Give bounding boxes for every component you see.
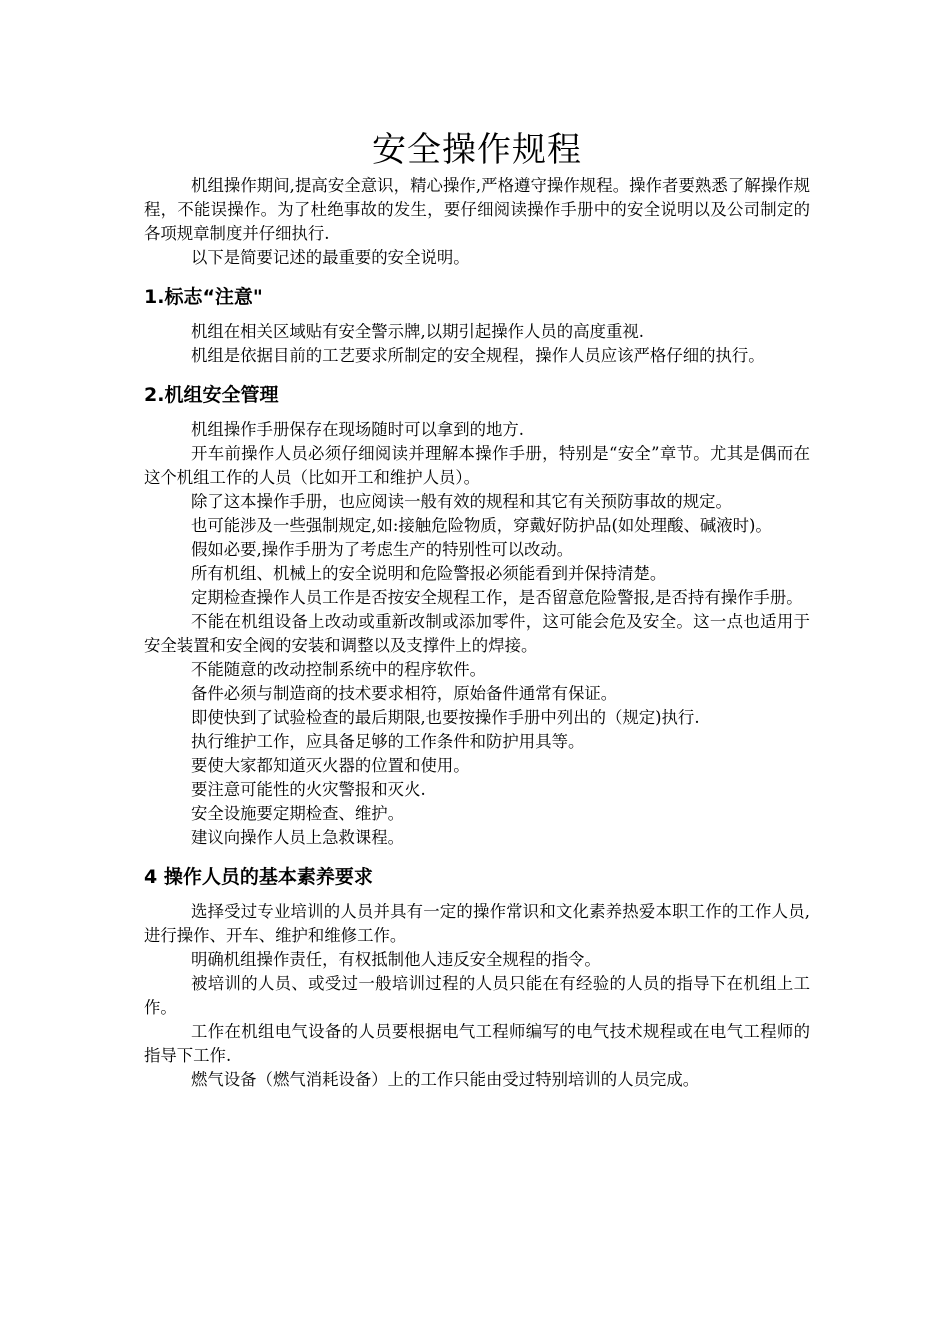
section-paragraph: 不能随意的改动控制系统中的程序软件。 bbox=[191, 660, 487, 679]
section-paragraph: 被培训的人员、或受过一般培训过程的人员只能在有经验的人员的指导下在机组上工作。 bbox=[144, 974, 810, 1017]
section-sign-notice bbox=[144, 284, 810, 368]
section-paragraph: 要注意可能性的火灾警报和灭火. bbox=[191, 780, 426, 799]
document-body bbox=[144, 128, 810, 1092]
section-paragraph: 即使快到了试验检查的最后期限,也要按操作手册中列出的（规定)执行. bbox=[191, 708, 700, 727]
intro-section bbox=[144, 174, 810, 270]
document-title: 安全操作规程 bbox=[372, 130, 582, 170]
section-paragraph: 备件必须与制造商的技术要求相符，原始备件通常有保证。 bbox=[191, 684, 618, 703]
section-paragraph: 所有机组、机械上的安全说明和危险警报必须能看到并保持清楚。 bbox=[191, 564, 667, 583]
section-heading: 2.机组安全管理 bbox=[144, 384, 279, 406]
section-paragraph: 机组操作手册保存在现场随时可以拿到的地方. bbox=[191, 420, 525, 439]
section-paragraph: 工作在机组电气设备的人员要根据电气工程师编写的电气技术规程或在电气工程师的指导下工作. bbox=[144, 1022, 810, 1065]
section-paragraph: 除了这本操作手册，也应阅读一般有效的规程和其它有关预防事故的规定。 bbox=[191, 492, 732, 511]
section-paragraph: 机组是依据目前的工艺要求所制定的安全规程，操作人员应该严格仔细的执行。 bbox=[191, 346, 765, 365]
intro-paragraph: 以下是简要记述的最重要的安全说明。 bbox=[191, 248, 470, 267]
section-heading: 4 操作人员的基本素养要求 bbox=[144, 866, 373, 888]
section-paragraph: 建议向操作人员上急救课程。 bbox=[191, 828, 405, 847]
section-paragraph: 假如必要,操作手册为了考虑生产的特别性可以改动。 bbox=[191, 540, 574, 559]
section-paragraph: 安全设施要定期检查、维护。 bbox=[191, 804, 405, 823]
section-paragraph: 执行维护工作，应具备足够的工作条件和防护用具等。 bbox=[191, 732, 585, 751]
section-paragraph: 选择受过专业培训的人员并具有一定的操作常识和文化素养热爱本职工作的工作人员,进行操作、开车、维护和维修工作。 bbox=[144, 902, 810, 945]
section-operator-requirements bbox=[144, 864, 810, 1092]
section-paragraph: 机组在相关区域贴有安全警示牌,以期引起操作人员的高度重视. bbox=[191, 322, 644, 341]
section-unit-safety-management bbox=[144, 382, 810, 850]
section-paragraph: 明确机组操作责任，有权抵制他人违反安全规程的指令。 bbox=[191, 950, 601, 969]
section-paragraph: 也可能涉及一些强制规定,如:接触危险物质，穿戴好防护品(如处理酸、碱液时)。 bbox=[191, 516, 772, 535]
section-paragraph: 定期检查操作人员工作是否按安全规程工作，是否留意危险警报,是否持有操作手册。 bbox=[191, 588, 803, 607]
section-paragraph: 燃气设备（燃气消耗设备）上的工作只能由受过特别培训的人员完成。 bbox=[191, 1070, 700, 1089]
section-paragraph: 不能在机组设备上改动或重新改制或添加零件，这可能会危及安全。这一点也适用于安全装置和安全阀的安装和调整以及支撑件上的焊接。 bbox=[144, 612, 810, 655]
section-paragraph: 要使大家都知道灭火器的位置和使用。 bbox=[191, 756, 470, 775]
section-heading: 1.标志“注意" bbox=[144, 286, 263, 308]
section-paragraph: 开车前操作人员必须仔细阅读并理解本操作手册，特别是“安全”章节。尤其是偶而在这个机组工作的人员（比如开工和维护人员）。 bbox=[144, 444, 810, 487]
intro-paragraph: 机组操作期间,提高安全意识，精心操作,严格遵守操作规程。操作者要熟悉了解操作规程，不能误操作。为了杜绝事故的发生，要仔细阅读操作手册中的安全说明以及公司制定的各项规章制度并仔细执行. bbox=[144, 176, 810, 243]
